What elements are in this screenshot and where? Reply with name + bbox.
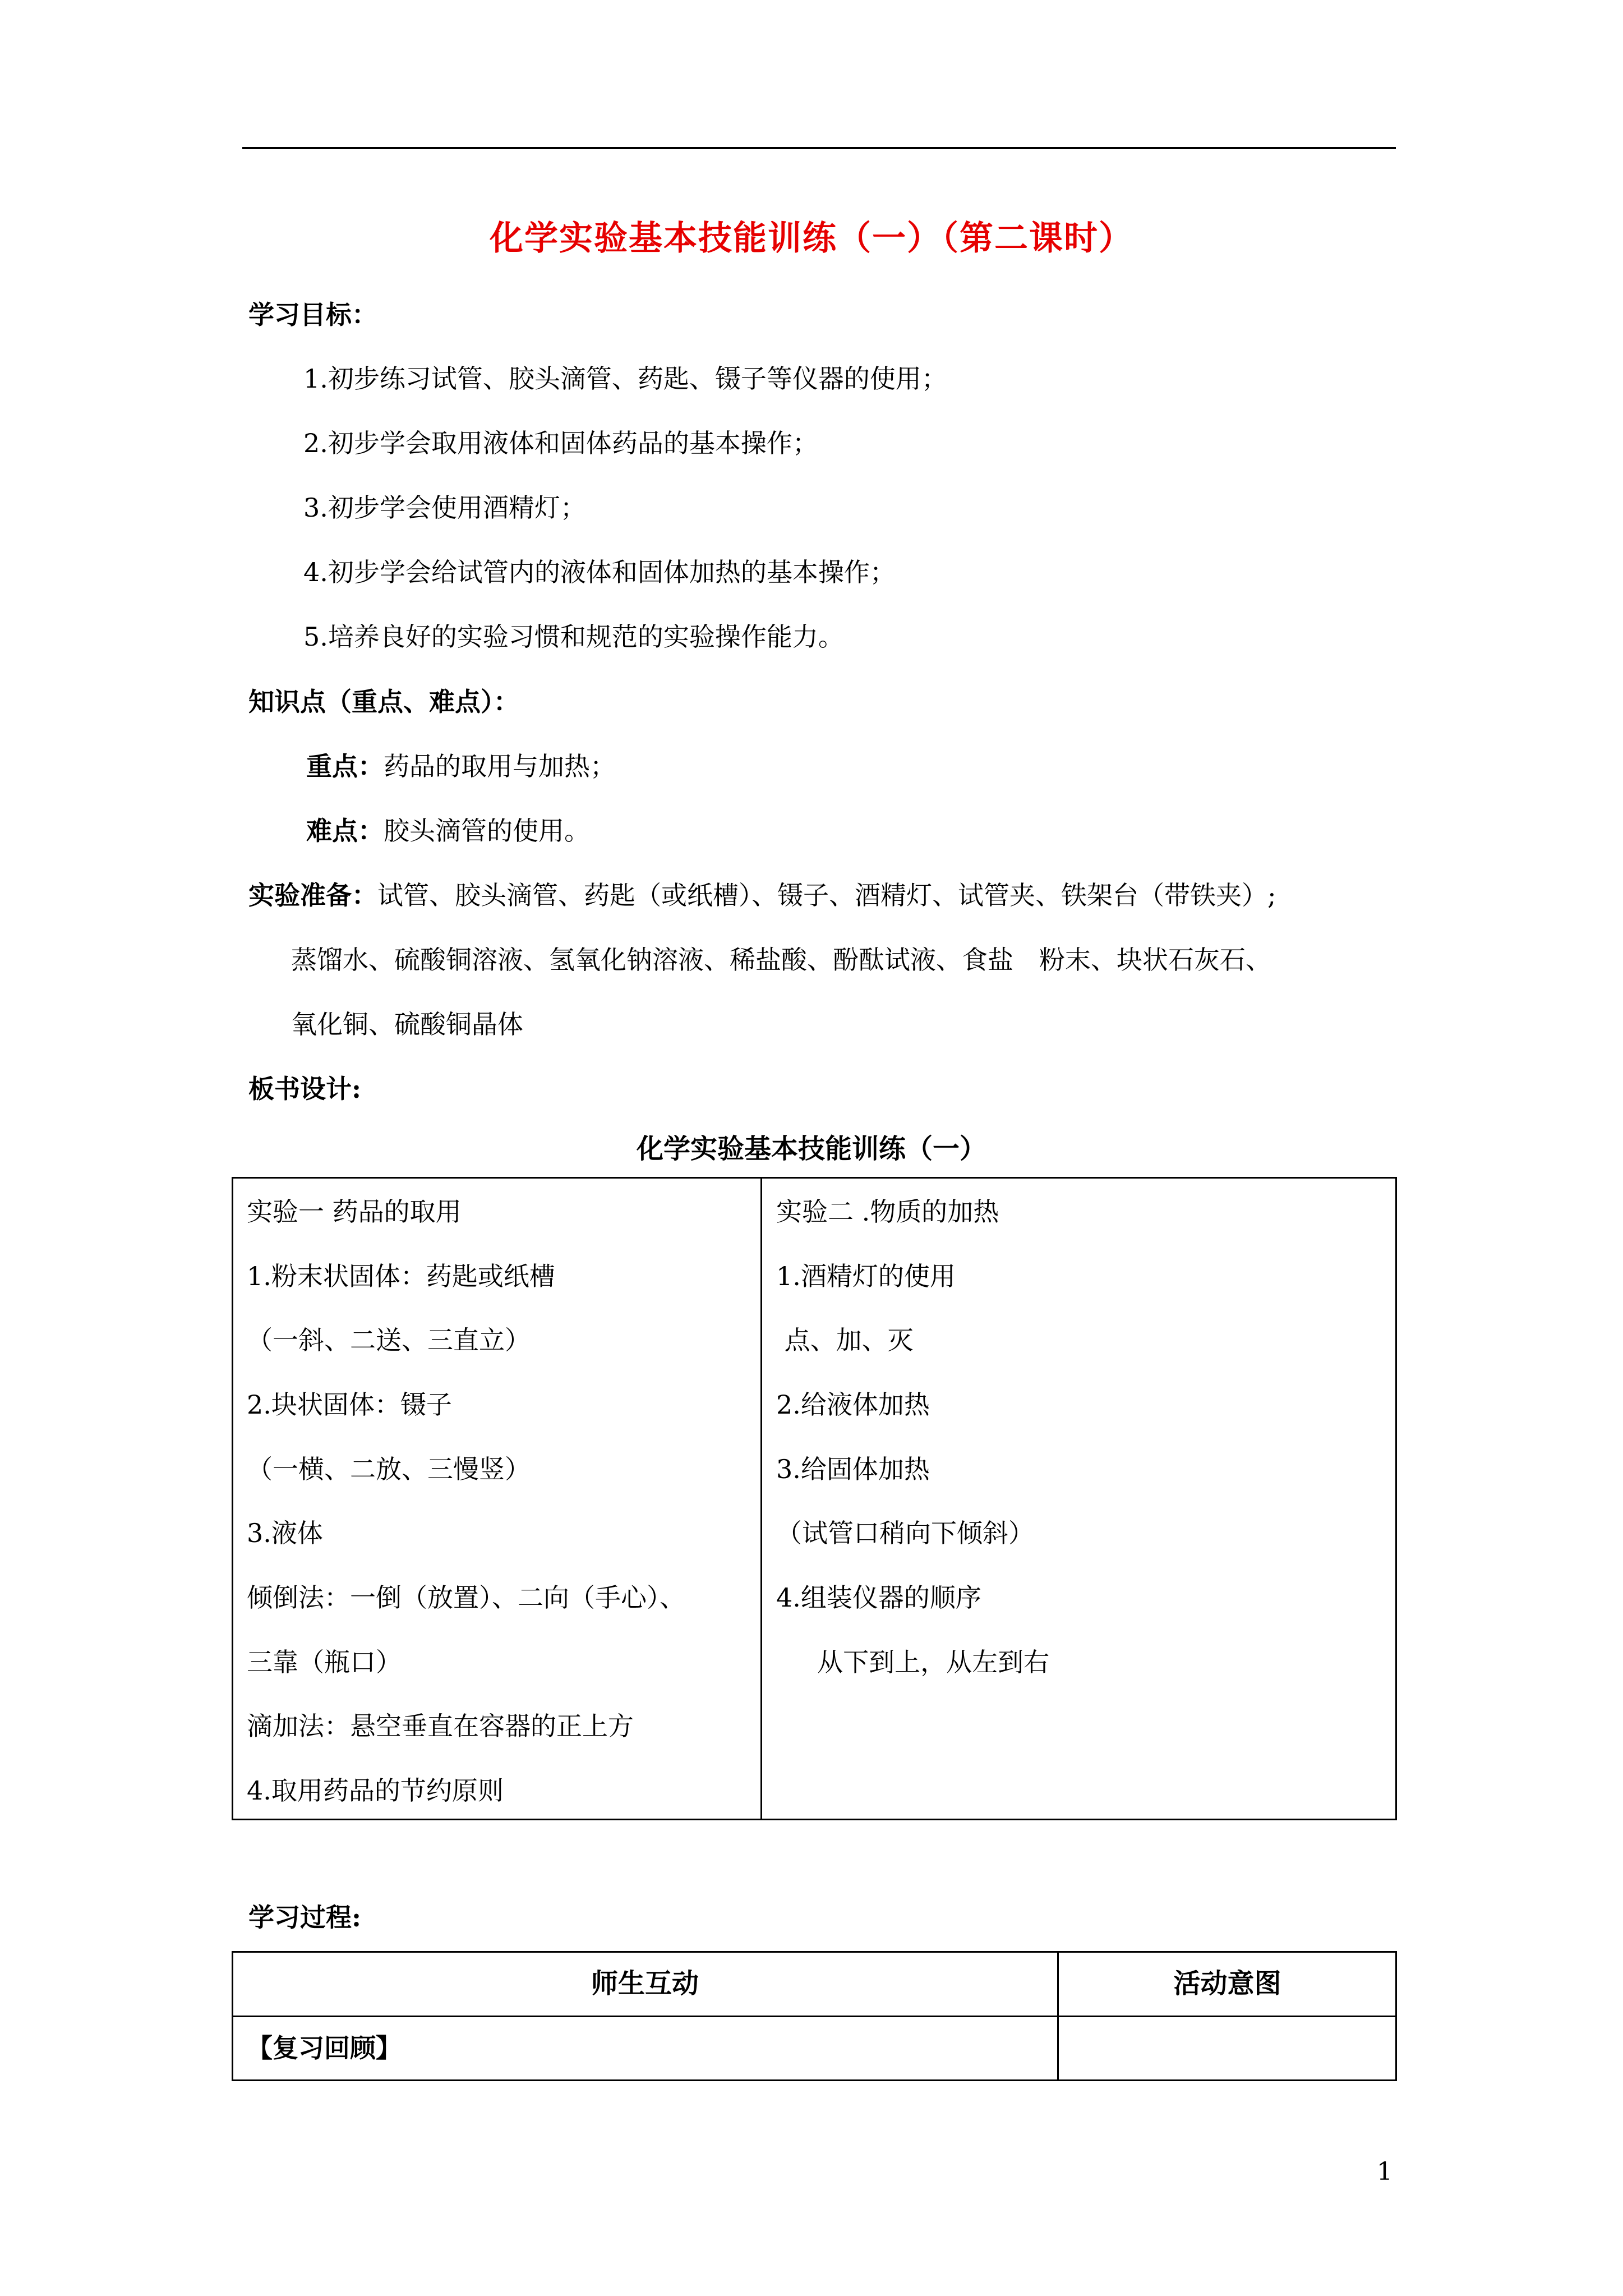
preparation-label: 实验准备： [248,880,377,910]
board-right-line: （试管口稍向下倾斜） [776,1518,1034,1548]
board-left-line: 三靠（瓶口） [247,1647,402,1677]
board-heading: 板书设计: [248,1074,361,1104]
board-right-line: 从下到上，从左到右 [776,1647,1050,1677]
preparation-line [248,882,1276,908]
document-title: 化学实验基本技能训练（一）（第二课时） [490,219,1133,258]
board-right-line: 实验二 .物质的加热 [776,1197,999,1227]
difficult-point [306,818,590,844]
board-left-line: 1.粉末状固体：药匙或纸槽 [247,1261,555,1291]
key-point [306,753,616,779]
board-right-line: 1.酒精灯的使用 [776,1261,956,1291]
board-left-line: 3.液体 [247,1518,323,1548]
preparation-line: 氧化铜、硫酸铜晶体 [291,1009,523,1039]
board-subtitle: 化学实验基本技能训练（一） [636,1133,986,1165]
preparation-line: 蒸馏水、硫酸铜溶液、氢氧化钠溶液、稀盐酸、酚酞试液、食盐 粉末、块状石灰石、 [291,945,1271,975]
board-left-line: 4.取用药品的节约原则 [247,1775,504,1806]
page-number: 1 [1377,2157,1393,2186]
objective-item: 3.初步学会使用酒精灯； [303,493,586,523]
board-left-line: 滴加法：悬空垂直在容器的正上方 [247,1711,634,1741]
key-point-text: 药品的取用与加热； [384,751,616,781]
process-table-row-line [232,2016,1397,2017]
process-col-header: 师生互动 [591,1968,699,1999]
board-left-line: 倾倒法：一倒（放置）、二向（手心）、 [247,1582,685,1613]
board-left-line: （一斜、二送、三直立） [247,1325,531,1355]
board-right-line: 4.组装仪器的顺序 [776,1582,981,1613]
board-table-divider [760,1177,762,1820]
objective-item: 4.初步学会给试管内的液体和固体加热的基本操作； [303,557,896,587]
process-row-label: 【复习回顾】 [247,2033,402,2063]
board-left-line: （一横、二放、三慢竖） [247,1454,531,1484]
objective-item: 5.培养良好的实验习惯和规范的实验操作能力。 [303,622,844,652]
objective-item: 2.初步学会取用液体和固体药品的基本操作； [303,428,818,458]
board-left-line: 实验一 药品的取用 [247,1197,462,1227]
process-heading: 学习过程: [248,1902,361,1932]
objectives-heading: 学习目标： [248,300,377,330]
board-right-line: 点、加、灭 [776,1325,914,1355]
difficult-point-text: 胶头滴管的使用。 [384,816,590,846]
board-left-line: 2.块状固体：镊子 [247,1389,452,1420]
board-right-line: 2.给液体加热 [776,1389,930,1420]
preparation-text: 试管、胶头滴管、药匙（或纸槽）、镊子、酒精灯、试管夹、铁架台（带铁夹）; [377,880,1276,910]
process-col-header: 活动意图 [1173,1968,1281,1999]
knowledge-heading: 知识点（重点、难点）： [248,687,519,717]
objective-item: 1.初步练习试管、胶头滴管、药匙、镊子等仪器的使用； [303,364,947,394]
key-point-label: 重点： [306,751,384,781]
difficult-point-label: 难点： [306,816,384,846]
header-rule [242,147,1396,149]
board-right-line: 3.给固体加热 [776,1454,930,1484]
